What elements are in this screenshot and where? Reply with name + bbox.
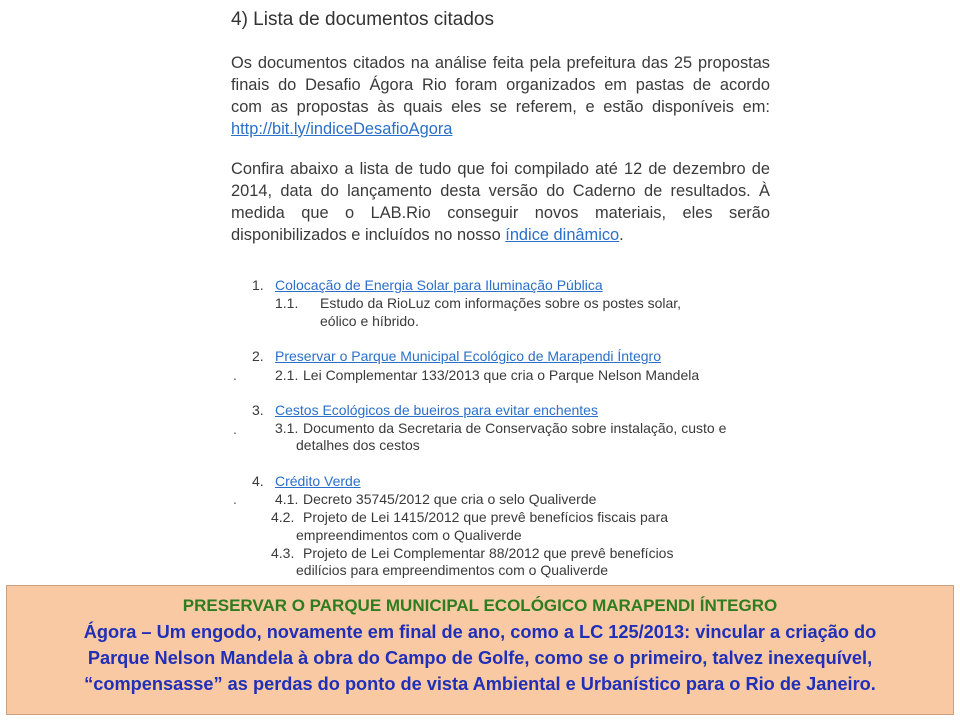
sublist-item-number: 2.1. (275, 367, 299, 383)
list-item-number: 1. (252, 277, 264, 293)
confira-line: disponibilizados e incluídos no nosso (231, 226, 506, 244)
list-item-link[interactable]: Colocação de Energia Solar para Iluminação Pública (275, 277, 603, 293)
list-item-link[interactable]: Preservar o Parque Municipal Ecológico de Marapendi Íntegro (275, 348, 661, 364)
confira-line: 2014, data do lançamento desta versão do Caderno de resultados. À (231, 182, 770, 200)
sublist-item-text: edilícios para empreendimentos com o Qualiverde (296, 562, 609, 578)
sublist-item-text: detalhes dos cestos (296, 437, 420, 453)
list-item-number: 4. (252, 473, 264, 489)
indice-dinamico-link[interactable]: índice dinâmico (505, 226, 620, 244)
banner-line: “compensasse” as perdas do ponto de vista Ambiental e Urbanístico para o Rio de Janeiro. (84, 674, 876, 694)
sublist-item-number: 4.3. (271, 545, 295, 561)
list-item-link[interactable]: Crédito Verde (275, 473, 361, 489)
intro-line: finais do Desafio Ágora Rio foram organizados em pastas de acordo (231, 76, 770, 94)
commentary-banner (6, 585, 954, 715)
sublist-item-text: Decreto 35745/2012 que cria o selo Qualiverde (303, 491, 597, 507)
section-heading: 4) Lista de documentos citados (231, 9, 494, 30)
list-item-number: 2. (252, 348, 264, 364)
intro-line: com as propostas às quais eles se referem, e estão disponíveis em: (231, 98, 770, 116)
sublist-item-text: eólico e híbrido. (320, 313, 419, 329)
stray-dot: . (233, 491, 237, 507)
stray-dot: . (233, 367, 237, 383)
banner-line: Ágora – Um engodo, novamente em final de ano, como a LC 125/2013: vincular a criação do (83, 622, 877, 642)
sublist-item-text: Projeto de Lei 1415/2012 que prevê benefícios fiscais para (303, 509, 669, 525)
sublist-item-text: Estudo da RioLuz com informações sobre os postes solar, (320, 295, 682, 311)
sublist-item-text: Lei Complementar 133/2013 que cria o Parque Nelson Mandela (303, 367, 700, 383)
sublist-item-text: empreendimentos com o Qualiverde (296, 527, 522, 543)
stray-dot: . (233, 421, 237, 437)
sublist-item-number: 4.1. (275, 491, 299, 507)
banner-line: Parque Nelson Mandela à obra do Campo de Golfe, como se o primeiro, talvez inexequível, (87, 648, 873, 668)
sublist-item-number: 4.2. (271, 509, 295, 525)
intro-paragraph (231, 52, 770, 140)
indice-link[interactable]: http://bit.ly/indiceDesafioAgora (231, 120, 453, 138)
confira-line: medida que o LAB.Rio conseguir novos materiais, eles serão (231, 204, 770, 222)
sublist-item-text: Documento da Secretaria de Conservação sobre instalação, custo e (303, 420, 727, 436)
banner-title: PRESERVAR O PARQUE MUNICIPAL ECOLÓGICO MARAPENDI ÍNTEGRO (182, 596, 778, 615)
sublist-item-text: Projeto de Lei Complementar 88/2012 que prevê benefícios (303, 545, 674, 561)
sublist-item-number: 3.1. (275, 420, 299, 436)
intro-line: Os documentos citados na análise feita pela prefeitura das 25 propostas (231, 54, 770, 72)
list-item-link[interactable]: Cestos Ecológicos de bueiros para evitar enchentes (275, 402, 598, 418)
list-item-number: 3. (252, 402, 264, 418)
confira-line: Confira abaixo a lista de tudo que foi compilado até 12 de dezembro de (231, 160, 770, 178)
confira-period: . (619, 226, 624, 244)
sublist-item-number: 1.1. (275, 295, 299, 311)
confira-paragraph (231, 158, 770, 246)
